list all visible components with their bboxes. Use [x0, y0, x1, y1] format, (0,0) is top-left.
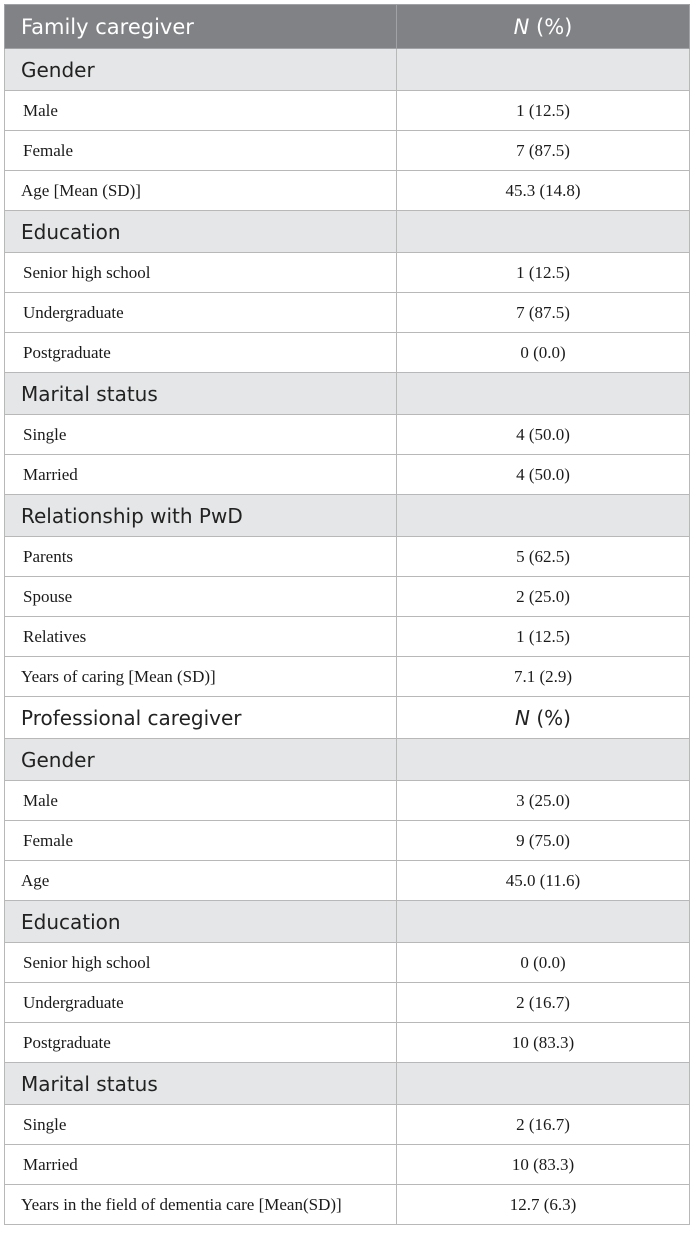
- row-value: 4 (50.0): [397, 455, 690, 495]
- table-row: [5, 657, 690, 697]
- row-value: 1 (12.5): [397, 91, 690, 131]
- row-value: 12.7 (6.3): [397, 1185, 690, 1225]
- row-label: Male: [5, 781, 397, 821]
- row-label: Years of caring [Mean (SD)]: [5, 657, 397, 697]
- section-label: Education: [5, 211, 397, 253]
- section-empty-cell: [397, 1063, 690, 1105]
- section-row-gender: [5, 49, 690, 91]
- row-label: Postgraduate: [5, 333, 397, 373]
- table-row: [5, 617, 690, 657]
- row-value: 0 (0.0): [397, 943, 690, 983]
- row-value: 7 (87.5): [397, 293, 690, 333]
- header-n-percent: [397, 5, 690, 49]
- table-row: [5, 455, 690, 495]
- row-label: Female: [5, 821, 397, 861]
- row-label: Undergraduate: [5, 983, 397, 1023]
- row-value: 5 (62.5): [397, 537, 690, 577]
- row-value: 3 (25.0): [397, 781, 690, 821]
- section-label: Gender: [5, 739, 397, 781]
- table-row: [5, 983, 690, 1023]
- table-row: [5, 781, 690, 821]
- table-header-row: [5, 5, 690, 49]
- table-row: [5, 537, 690, 577]
- row-value: 1 (12.5): [397, 617, 690, 657]
- table-row: [5, 1185, 690, 1225]
- caregiver-characteristics-table: [4, 4, 690, 1225]
- row-label: Single: [5, 415, 397, 455]
- row-value: 45.0 (11.6): [397, 861, 690, 901]
- header-percent: (%): [529, 14, 573, 39]
- section-empty-cell: [397, 901, 690, 943]
- section-empty-cell: [397, 739, 690, 781]
- table-row: [5, 1105, 690, 1145]
- header-family-caregiver: Family caregiver: [5, 5, 397, 49]
- row-value: 10 (83.3): [397, 1023, 690, 1063]
- section-row-marital-status: [5, 1063, 690, 1105]
- table-row: [5, 293, 690, 333]
- table-row: [5, 415, 690, 455]
- table-row: [5, 253, 690, 293]
- header-percent: (%): [530, 705, 571, 730]
- row-label: Senior high school: [5, 943, 397, 983]
- row-value: 2 (16.7): [397, 983, 690, 1023]
- row-label: Female: [5, 131, 397, 171]
- row-value: 2 (16.7): [397, 1105, 690, 1145]
- row-label: Married: [5, 1145, 397, 1185]
- section-empty-cell: [397, 373, 690, 415]
- row-value: 45.3 (14.8): [397, 171, 690, 211]
- row-label: Relatives: [5, 617, 397, 657]
- table-row: [5, 577, 690, 617]
- section-row-education: [5, 211, 690, 253]
- header-professional-caregiver: Professional caregiver: [5, 697, 397, 739]
- section-label: Marital status: [5, 1063, 397, 1105]
- row-label: Spouse: [5, 577, 397, 617]
- table-row: [5, 333, 690, 373]
- table-row: [5, 91, 690, 131]
- row-value: 10 (83.3): [397, 1145, 690, 1185]
- row-value: 2 (25.0): [397, 577, 690, 617]
- section-row-relationship: [5, 495, 690, 537]
- table-row: [5, 943, 690, 983]
- section-empty-cell: [397, 211, 690, 253]
- section-row-gender: [5, 739, 690, 781]
- row-label: Male: [5, 91, 397, 131]
- row-label: Senior high school: [5, 253, 397, 293]
- row-label: Postgraduate: [5, 1023, 397, 1063]
- row-value: 9 (75.0): [397, 821, 690, 861]
- row-label: Undergraduate: [5, 293, 397, 333]
- row-value: 0 (0.0): [397, 333, 690, 373]
- table-row: [5, 1023, 690, 1063]
- table-row: [5, 861, 690, 901]
- row-value: 4 (50.0): [397, 415, 690, 455]
- section-empty-cell: [397, 49, 690, 91]
- table-row: [5, 1145, 690, 1185]
- header-n-percent: [397, 697, 690, 739]
- row-value: 7.1 (2.9): [397, 657, 690, 697]
- row-label: Married: [5, 455, 397, 495]
- row-label: Parents: [5, 537, 397, 577]
- table-row: [5, 131, 690, 171]
- section-empty-cell: [397, 495, 690, 537]
- row-label: Years in the field of dementia care [Mean(SD)]: [5, 1185, 397, 1225]
- section-row-marital-status: [5, 373, 690, 415]
- header-n: N: [513, 14, 530, 39]
- table-row: [5, 171, 690, 211]
- table-row: [5, 821, 690, 861]
- section-label: Gender: [5, 49, 397, 91]
- row-label: Single: [5, 1105, 397, 1145]
- section-label: Relationship with PwD: [5, 495, 397, 537]
- row-label: Age [Mean (SD)]: [5, 171, 397, 211]
- row-value: 1 (12.5): [397, 253, 690, 293]
- section-label: Education: [5, 901, 397, 943]
- row-value: 7 (87.5): [397, 131, 690, 171]
- header-n: N: [515, 705, 530, 730]
- section-row-education: [5, 901, 690, 943]
- professional-header-row: [5, 697, 690, 739]
- row-label: Age: [5, 861, 397, 901]
- section-label: Marital status: [5, 373, 397, 415]
